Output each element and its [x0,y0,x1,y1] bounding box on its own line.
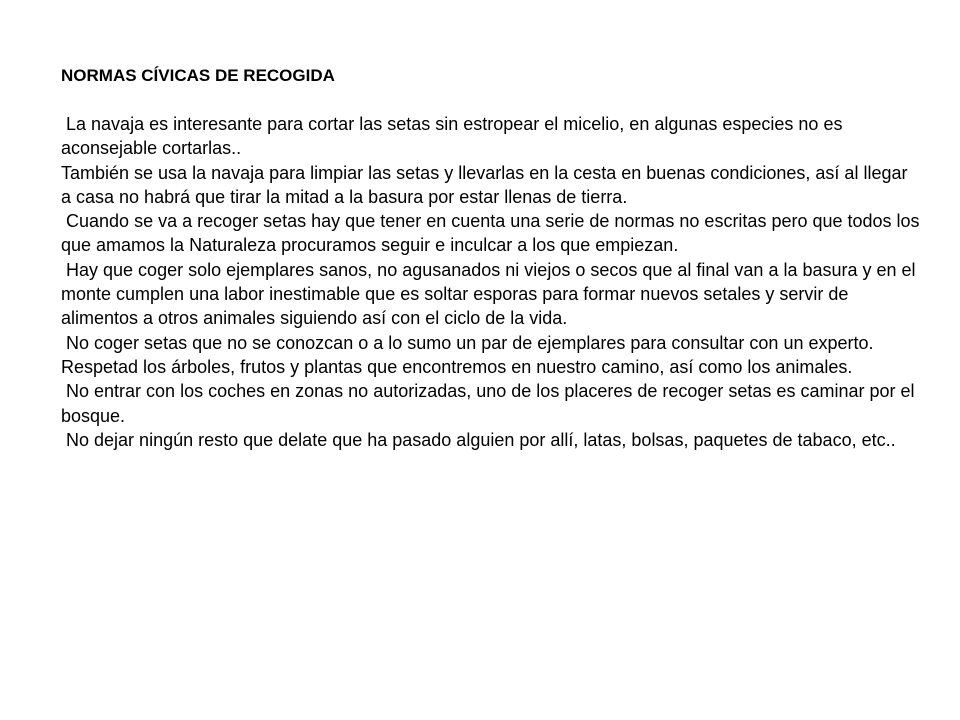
paragraph-setas-desconocidas: No coger setas que no se conozcan o a lo sumo un par de ejemplares para consultar con un experto. [61,332,874,353]
paragraph-normas-no-escritas: Cuando se va a recoger setas hay que tener en cuenta una serie de normas no escritas pero que todos los que amamos la Naturaleza procuramos seguir e inculcar a los que empiezan. [61,211,925,256]
spacer [61,88,921,112]
paragraph-navaja-cortar: La navaja es interesante para cortar las setas sin estropear el micelio, en algunas especies no es aconsejable cortarlas.. [61,114,848,159]
paragraph-navaja-limpiar: También se usa la navaja para limpiar las setas y llevarlas en la cesta en buenas condiciones, así al llegar a casa no habrá que tirar la mitad a la basura por estar llenas de tierra. [61,162,913,207]
paragraph-coches: No entrar con los coches en zonas no autorizadas, uno de los placeres de recoger setas es caminar por el bosque. [61,381,920,426]
document-body [61,64,925,452]
paragraph-respetar-naturaleza: Respetad los árboles, frutos y plantas que encontremos en nuestro camino, así como los animales. [61,356,853,377]
paragraph-no-dejar-restos: No dejar ningún resto que delate que ha pasado alguien por allí, latas, bolsas, paquetes de tabaco, etc.. [61,429,896,450]
paragraph-ejemplares-sanos: Hay que coger solo ejemplares sanos, no agusanados ni viejos o secos que al final van a la basura y en el monte cumplen una labor inestimable que es soltar esporas para formar nuevos setales y servir de alimentos a otros animales siguiendo así con el ciclo de la vida. [61,259,921,329]
document-title: NORMAS CÍVICAS DE RECOGIDA [61,66,335,85]
